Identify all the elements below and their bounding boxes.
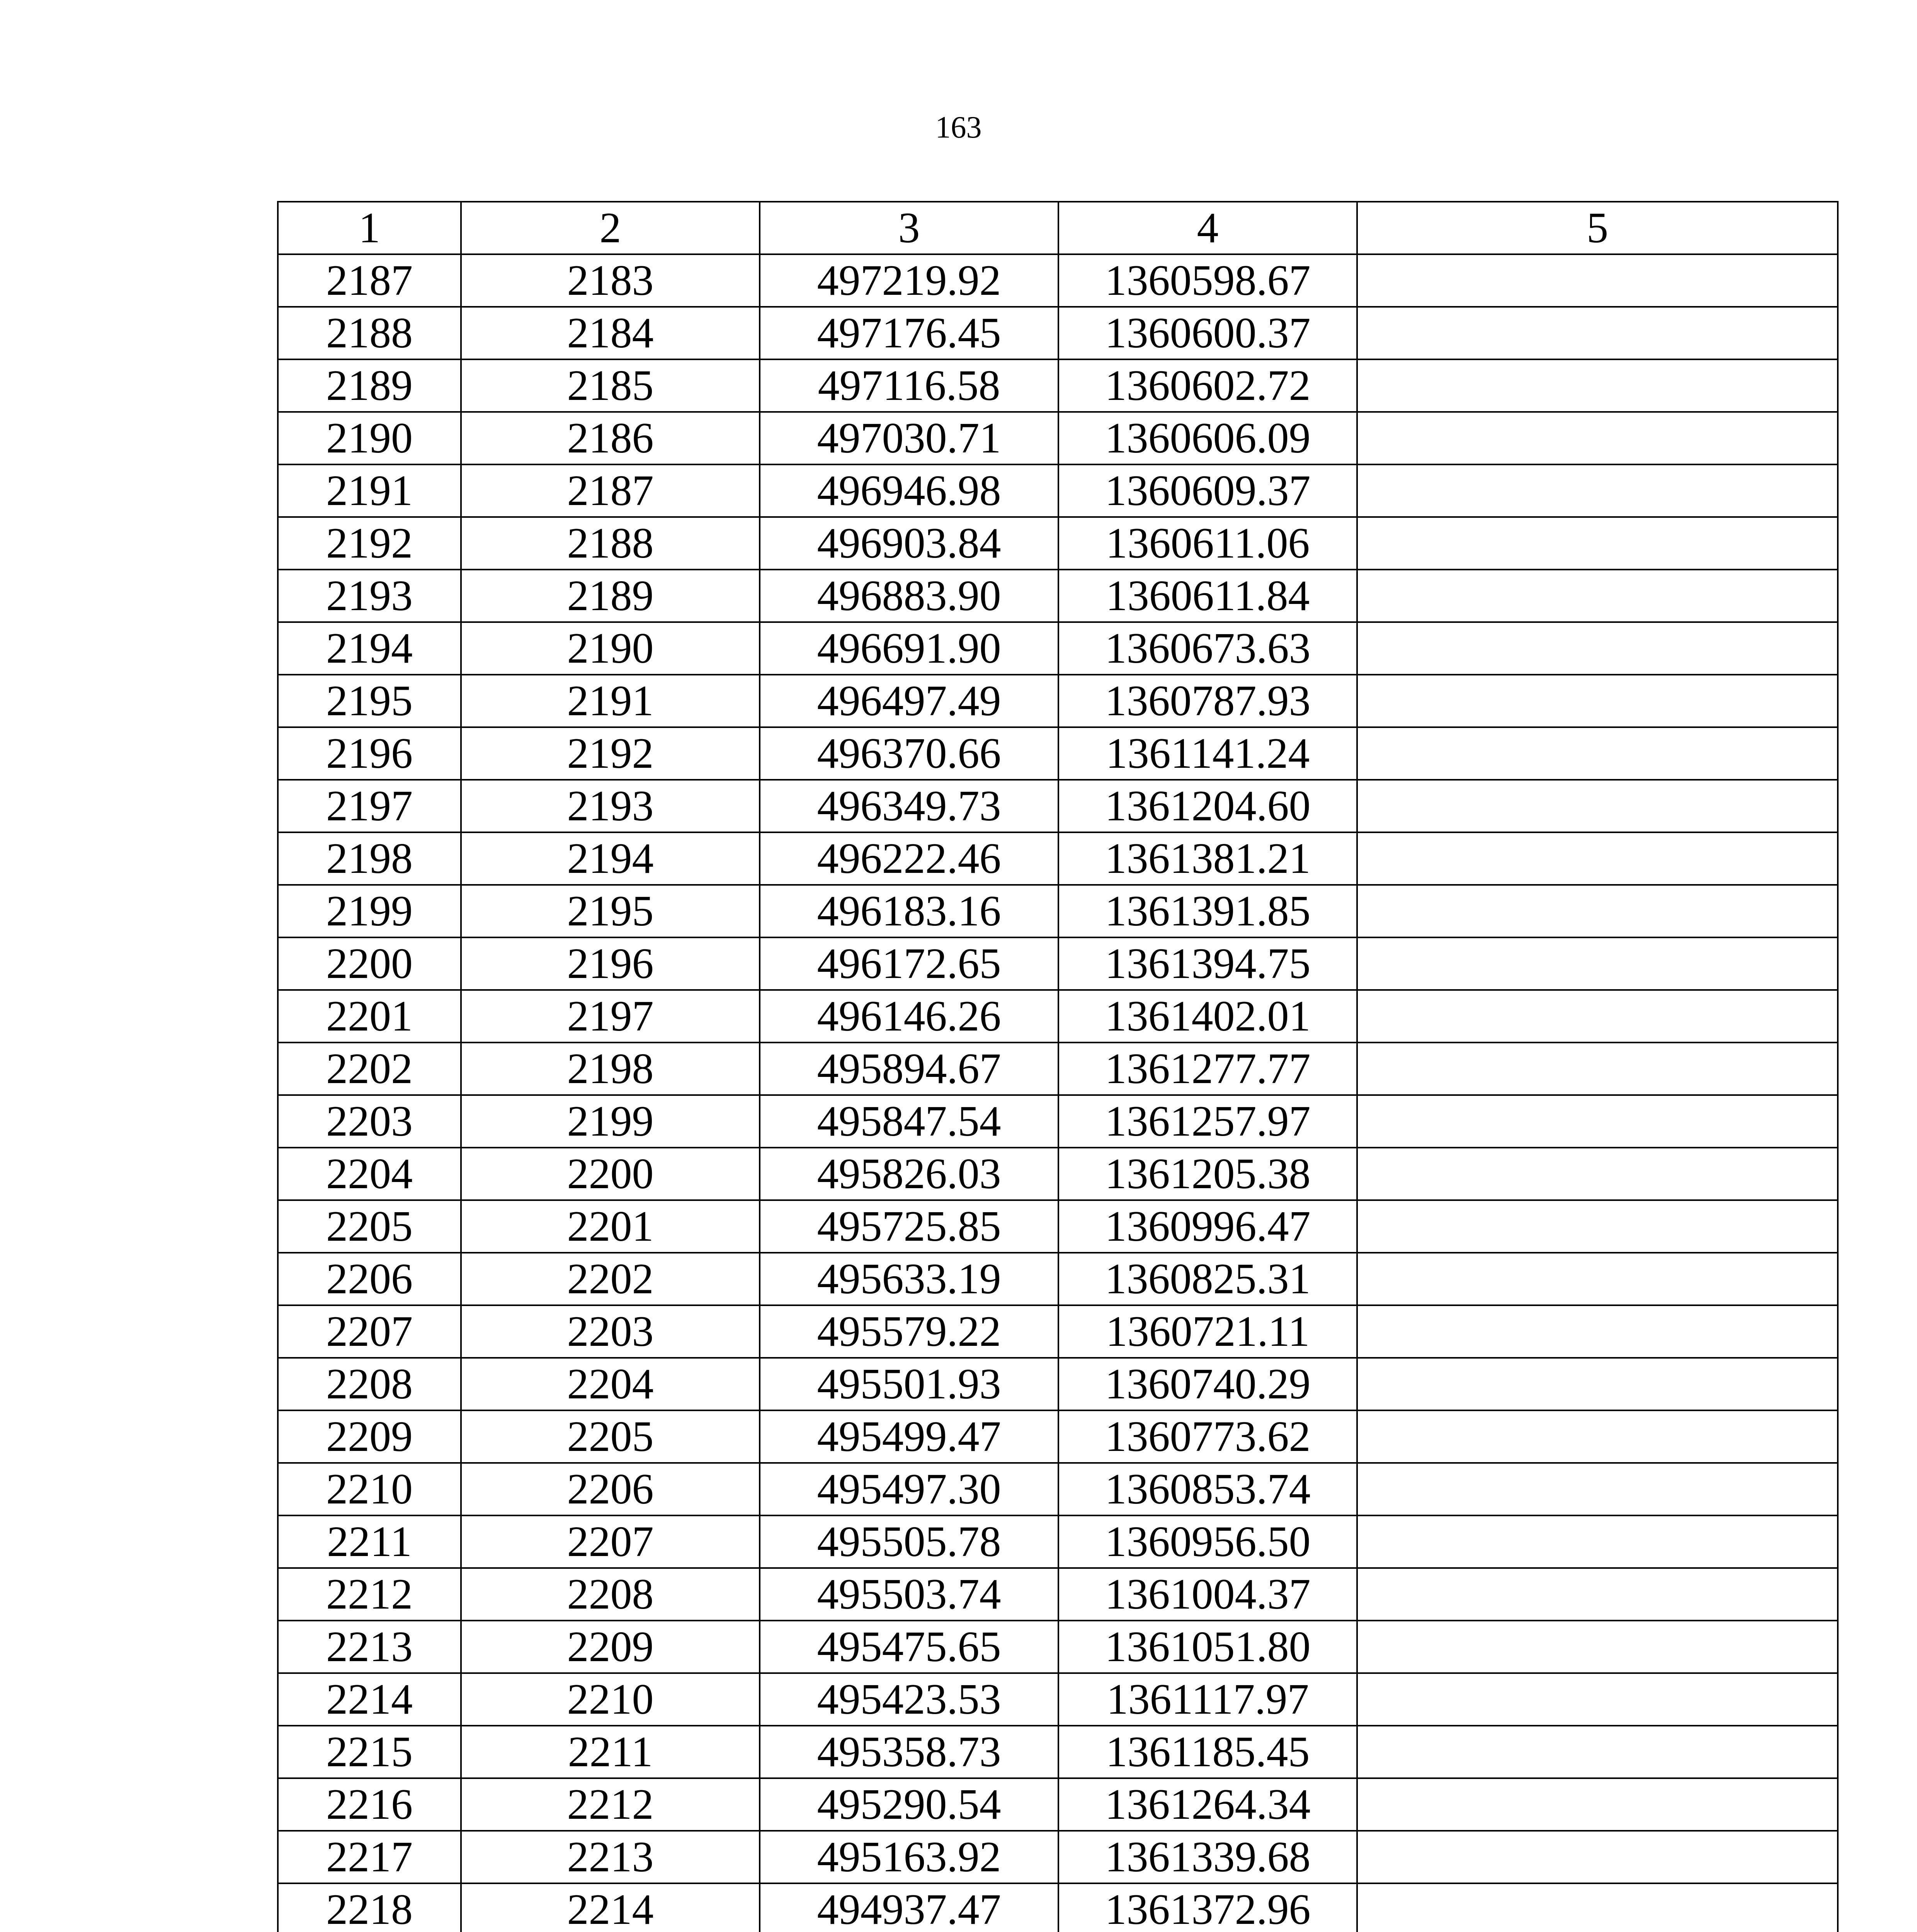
table-cell-col-5 xyxy=(1357,1883,1838,1932)
table-cell-col-2: 2202 xyxy=(461,1253,760,1305)
table-cell-col-4: 1361257.97 xyxy=(1058,1095,1357,1148)
table-cell-col-5 xyxy=(1357,1410,1838,1463)
table-row xyxy=(278,1253,1838,1305)
table-cell-col-4: 1360609.37 xyxy=(1058,464,1357,517)
table-cell-col-2: 2195 xyxy=(461,885,760,937)
table-cell-col-2: 2193 xyxy=(461,780,760,832)
table-row xyxy=(278,359,1838,412)
table-cell-col-4: 1360600.37 xyxy=(1058,307,1357,359)
table-row xyxy=(278,780,1838,832)
table-row xyxy=(278,1410,1838,1463)
table-cell-col-2: 2187 xyxy=(461,464,760,517)
table-cell-col-1: 2198 xyxy=(278,832,461,885)
table-cell-col-5 xyxy=(1357,1043,1838,1095)
table-cell-col-1: 2189 xyxy=(278,359,461,412)
table-cell-col-3: 494937.47 xyxy=(760,1883,1058,1932)
table-cell-col-4: 1361339.68 xyxy=(1058,1831,1357,1883)
table-cell-col-5 xyxy=(1357,1515,1838,1568)
table-row xyxy=(278,1358,1838,1410)
table-row xyxy=(278,727,1838,780)
table-cell-col-5 xyxy=(1357,885,1838,937)
table-cell-col-4: 1361277.77 xyxy=(1058,1043,1357,1095)
table-cell-col-2: 2208 xyxy=(461,1568,760,1621)
table-cell-col-3: 496370.66 xyxy=(760,727,1058,780)
table-cell-col-3: 495499.47 xyxy=(760,1410,1058,1463)
table-cell-col-1: 2201 xyxy=(278,990,461,1043)
table-cell-col-5 xyxy=(1357,1358,1838,1410)
table-cell-col-3: 495505.78 xyxy=(760,1515,1058,1568)
table-cell-col-2: 2186 xyxy=(461,412,760,464)
table-cell-col-4: 1361264.34 xyxy=(1058,1778,1357,1831)
table-cell-col-5 xyxy=(1357,1673,1838,1726)
table-cell-col-4: 1361402.01 xyxy=(1058,990,1357,1043)
table-cell-col-4: 1361391.85 xyxy=(1058,885,1357,937)
table-cell-col-3: 495501.93 xyxy=(760,1358,1058,1410)
table-row xyxy=(278,1673,1838,1726)
table-cell-col-4: 1360611.84 xyxy=(1058,570,1357,622)
table-cell-col-3: 495358.73 xyxy=(760,1726,1058,1778)
table-row xyxy=(278,622,1838,675)
table-cell-col-2: 2205 xyxy=(461,1410,760,1463)
table-cell-col-2: 2185 xyxy=(461,359,760,412)
table-cell-col-2: 2198 xyxy=(461,1043,760,1095)
table-cell-col-3: 495290.54 xyxy=(760,1778,1058,1831)
table-cell-col-1: 2203 xyxy=(278,1095,461,1148)
table-cell-col-2: 2200 xyxy=(461,1148,760,1200)
table-cell-col-4: 1360611.06 xyxy=(1058,517,1357,570)
table-cell-col-3: 496146.26 xyxy=(760,990,1058,1043)
table-cell-col-3: 495894.67 xyxy=(760,1043,1058,1095)
table-cell-col-2: 2211 xyxy=(461,1726,760,1778)
table-cell-col-1: 2216 xyxy=(278,1778,461,1831)
table-cell-col-1: 2204 xyxy=(278,1148,461,1200)
table-cell-col-1: 2193 xyxy=(278,570,461,622)
table-cell-col-1: 2211 xyxy=(278,1515,461,1568)
table-cell-col-2: 2184 xyxy=(461,307,760,359)
table-header-row xyxy=(278,202,1838,254)
table-cell-col-1: 2209 xyxy=(278,1410,461,1463)
table-cell-col-3: 495475.65 xyxy=(760,1621,1058,1673)
table-row xyxy=(278,464,1838,517)
table-cell-col-4: 1361394.75 xyxy=(1058,937,1357,990)
table-cell-col-5 xyxy=(1357,780,1838,832)
table-cell-col-3: 497030.71 xyxy=(760,412,1058,464)
table-cell-col-5 xyxy=(1357,1200,1838,1253)
coordinates-table xyxy=(277,201,1839,1932)
table-cell-col-2: 2191 xyxy=(461,675,760,727)
table-cell-col-3: 495579.22 xyxy=(760,1305,1058,1358)
table-row xyxy=(278,937,1838,990)
table-cell-col-1: 2218 xyxy=(278,1883,461,1932)
table-cell-col-2: 2190 xyxy=(461,622,760,675)
column-header-1: 1 xyxy=(278,202,461,254)
table-cell-col-4: 1360773.62 xyxy=(1058,1410,1357,1463)
table-row xyxy=(278,1778,1838,1831)
table-cell-col-5 xyxy=(1357,1305,1838,1358)
table-cell-col-3: 496691.90 xyxy=(760,622,1058,675)
table-cell-col-4: 1361204.60 xyxy=(1058,780,1357,832)
table-cell-col-5 xyxy=(1357,254,1838,307)
table-cell-col-2: 2188 xyxy=(461,517,760,570)
table-cell-col-4: 1361381.21 xyxy=(1058,832,1357,885)
table-cell-col-2: 2209 xyxy=(461,1621,760,1673)
table-cell-col-2: 2207 xyxy=(461,1515,760,1568)
table-row xyxy=(278,1726,1838,1778)
table-cell-col-5 xyxy=(1357,937,1838,990)
table-cell-col-1: 2208 xyxy=(278,1358,461,1410)
table-cell-col-4: 1360825.31 xyxy=(1058,1253,1357,1305)
table-row xyxy=(278,990,1838,1043)
table-cell-col-3: 495423.53 xyxy=(760,1673,1058,1726)
table-cell-col-1: 2202 xyxy=(278,1043,461,1095)
table-cell-col-3: 496903.84 xyxy=(760,517,1058,570)
table-cell-col-1: 2188 xyxy=(278,307,461,359)
table-cell-col-3: 495633.19 xyxy=(760,1253,1058,1305)
table-cell-col-5 xyxy=(1357,570,1838,622)
table-cell-col-1: 2212 xyxy=(278,1568,461,1621)
table-cell-col-4: 1360602.72 xyxy=(1058,359,1357,412)
table-cell-col-5 xyxy=(1357,1253,1838,1305)
table-cell-col-1: 2200 xyxy=(278,937,461,990)
table-cell-col-3: 496172.65 xyxy=(760,937,1058,990)
table-cell-col-4: 1361185.45 xyxy=(1058,1726,1357,1778)
table-cell-col-1: 2210 xyxy=(278,1463,461,1515)
table-row xyxy=(278,1515,1838,1568)
table-row xyxy=(278,1148,1838,1200)
table-cell-col-1: 2190 xyxy=(278,412,461,464)
table-cell-col-5 xyxy=(1357,1148,1838,1200)
table-row xyxy=(278,1095,1838,1148)
table-cell-col-1: 2206 xyxy=(278,1253,461,1305)
table-row xyxy=(278,1305,1838,1358)
table-cell-col-2: 2203 xyxy=(461,1305,760,1358)
table-cell-col-5 xyxy=(1357,412,1838,464)
table-cell-col-2: 2210 xyxy=(461,1673,760,1726)
table-cell-col-3: 495163.92 xyxy=(760,1831,1058,1883)
table-row xyxy=(278,570,1838,622)
table-cell-col-3: 495503.74 xyxy=(760,1568,1058,1621)
table-cell-col-2: 2213 xyxy=(461,1831,760,1883)
table-cell-col-5 xyxy=(1357,1726,1838,1778)
table-cell-col-2: 2189 xyxy=(461,570,760,622)
table-cell-col-4: 1360598.67 xyxy=(1058,254,1357,307)
table-cell-col-5 xyxy=(1357,1568,1838,1621)
table-cell-col-4: 1361372.96 xyxy=(1058,1883,1357,1932)
table-cell-col-5 xyxy=(1357,727,1838,780)
table-row xyxy=(278,307,1838,359)
column-header-5: 5 xyxy=(1357,202,1838,254)
table-cell-col-5 xyxy=(1357,675,1838,727)
table-cell-col-4: 1360853.74 xyxy=(1058,1463,1357,1515)
table-cell-col-4: 1360956.50 xyxy=(1058,1515,1357,1568)
table-cell-col-1: 2214 xyxy=(278,1673,461,1726)
table-cell-col-4: 1360673.63 xyxy=(1058,622,1357,675)
table-cell-col-3: 495826.03 xyxy=(760,1148,1058,1200)
table-cell-col-3: 496183.16 xyxy=(760,885,1058,937)
table-cell-col-1: 2191 xyxy=(278,464,461,517)
table-cell-col-4: 1360721.11 xyxy=(1058,1305,1357,1358)
table-cell-col-2: 2212 xyxy=(461,1778,760,1831)
table-body xyxy=(278,254,1838,1932)
table-cell-col-4: 1360606.09 xyxy=(1058,412,1357,464)
table-cell-col-2: 2196 xyxy=(461,937,760,990)
table-cell-col-5 xyxy=(1357,1621,1838,1673)
table-cell-col-4: 1360787.93 xyxy=(1058,675,1357,727)
table-cell-col-5 xyxy=(1357,622,1838,675)
table-cell-col-3: 497116.58 xyxy=(760,359,1058,412)
table-cell-col-4: 1361051.80 xyxy=(1058,1621,1357,1673)
table-row xyxy=(278,1043,1838,1095)
table-cell-col-3: 496349.73 xyxy=(760,780,1058,832)
column-header-3: 3 xyxy=(760,202,1058,254)
table-row xyxy=(278,1883,1838,1932)
table-row xyxy=(278,1621,1838,1673)
table-cell-col-1: 2205 xyxy=(278,1200,461,1253)
table-cell-col-1: 2217 xyxy=(278,1831,461,1883)
table-cell-col-2: 2206 xyxy=(461,1463,760,1515)
table-cell-col-3: 495725.85 xyxy=(760,1200,1058,1253)
table-cell-col-2: 2214 xyxy=(461,1883,760,1932)
table-cell-col-2: 2199 xyxy=(461,1095,760,1148)
table-cell-col-5 xyxy=(1357,832,1838,885)
table-cell-col-3: 496222.46 xyxy=(760,832,1058,885)
table-cell-col-1: 2187 xyxy=(278,254,461,307)
table-cell-col-3: 496946.98 xyxy=(760,464,1058,517)
table-row xyxy=(278,675,1838,727)
table-row xyxy=(278,412,1838,464)
table-cell-col-1: 2213 xyxy=(278,1621,461,1673)
table-cell-col-3: 496497.49 xyxy=(760,675,1058,727)
table-cell-col-2: 2183 xyxy=(461,254,760,307)
table-row xyxy=(278,832,1838,885)
table-cell-col-2: 2204 xyxy=(461,1358,760,1410)
table-cell-col-1: 2215 xyxy=(278,1726,461,1778)
table-cell-col-1: 2207 xyxy=(278,1305,461,1358)
table-cell-col-1: 2194 xyxy=(278,622,461,675)
table-cell-col-1: 2197 xyxy=(278,780,461,832)
table-cell-col-3: 497219.92 xyxy=(760,254,1058,307)
table-cell-col-5 xyxy=(1357,1778,1838,1831)
table-cell-col-2: 2192 xyxy=(461,727,760,780)
table-cell-col-4: 1361117.97 xyxy=(1058,1673,1357,1726)
table-cell-col-3: 495497.30 xyxy=(760,1463,1058,1515)
table-cell-col-5 xyxy=(1357,517,1838,570)
table-cell-col-2: 2201 xyxy=(461,1200,760,1253)
column-header-4: 4 xyxy=(1058,202,1357,254)
table-cell-col-1: 2192 xyxy=(278,517,461,570)
table-cell-col-3: 496883.90 xyxy=(760,570,1058,622)
table-cell-col-1: 2199 xyxy=(278,885,461,937)
page-number: 163 xyxy=(935,111,982,145)
table-row xyxy=(278,885,1838,937)
table-cell-col-2: 2197 xyxy=(461,990,760,1043)
table-row xyxy=(278,517,1838,570)
table-cell-col-4: 1360996.47 xyxy=(1058,1200,1357,1253)
table-cell-col-5 xyxy=(1357,990,1838,1043)
table-cell-col-4: 1361205.38 xyxy=(1058,1148,1357,1200)
table-cell-col-1: 2196 xyxy=(278,727,461,780)
table-row xyxy=(278,1200,1838,1253)
table-cell-col-5 xyxy=(1357,1831,1838,1883)
table-cell-col-2: 2194 xyxy=(461,832,760,885)
table-cell-col-5 xyxy=(1357,307,1838,359)
table-cell-col-4: 1361004.37 xyxy=(1058,1568,1357,1621)
table-cell-col-1: 2195 xyxy=(278,675,461,727)
table-row xyxy=(278,1831,1838,1883)
table-cell-col-3: 495847.54 xyxy=(760,1095,1058,1148)
table-cell-col-5 xyxy=(1357,1463,1838,1515)
table-row xyxy=(278,254,1838,307)
table-cell-col-4: 1360740.29 xyxy=(1058,1358,1357,1410)
table-cell-col-5 xyxy=(1357,359,1838,412)
table-row xyxy=(278,1568,1838,1621)
column-header-2: 2 xyxy=(461,202,760,254)
table-row xyxy=(278,1463,1838,1515)
table-cell-col-3: 497176.45 xyxy=(760,307,1058,359)
table-cell-col-5 xyxy=(1357,1095,1838,1148)
table-cell-col-5 xyxy=(1357,464,1838,517)
table-cell-col-4: 1361141.24 xyxy=(1058,727,1357,780)
